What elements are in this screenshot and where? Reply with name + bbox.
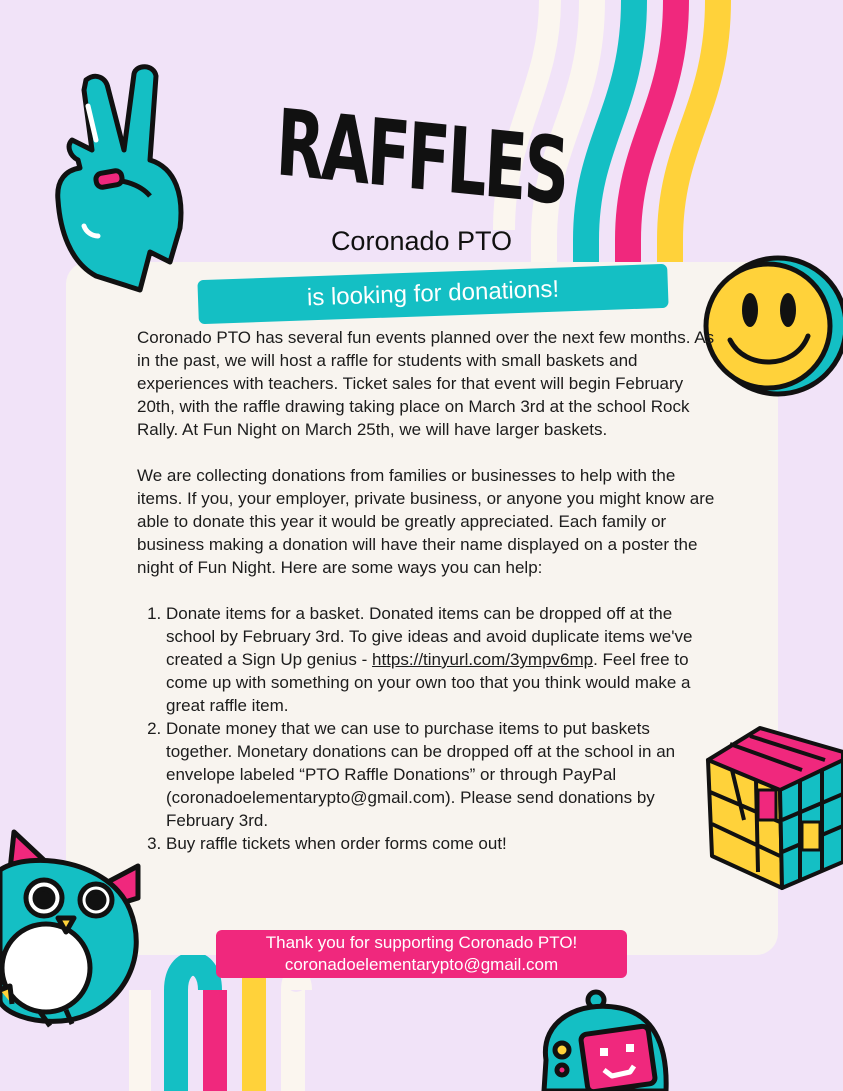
list-item: 2. Donate money that we can use to purchase items to put baskets together. Monetary donations can be dropped off at the school in an envelope labeled “PTO Raffle Donations” or through PayPal (coronadoelementarypto@gmail.com). Please send donations by February 3rd. <box>166 717 717 832</box>
donations-banner: is looking for donations! <box>197 264 668 324</box>
thank-you-text: Thank you for supporting Coronado PTO! <box>265 933 578 952</box>
item1-text-before: Donate items for a basket. Donated items can be dropped off at the school by February 3rd. To give ideas and avoid duplicate items we've created a Sign Up genius - <box>166 604 693 669</box>
thank-you-box <box>216 930 627 978</box>
page-title: RAFFLES <box>274 89 570 226</box>
signup-genius-link[interactable]: https://tinyurl.com/3ympv6mp <box>372 650 594 669</box>
organization-name: Coronado PTO <box>330 226 513 256</box>
ways-to-help-list <box>137 602 717 855</box>
intro-paragraph-2: We are collecting donations from families or businesses to help with the items. If you, your employer, private business, or anyone you might know are able to donate this year it would be greatly appreciated. Each family or business making a donation will have their name displayed on a poster the night of Fun Night. Here are some ways you can help: <box>137 466 715 577</box>
body-text <box>137 326 717 855</box>
contact-email: coronadoelementarypto@gmail.com <box>284 955 559 974</box>
item1-text-after: . Feel free to come up with something on your own too that you think would make a great raffle item. <box>166 650 691 715</box>
list-item: 3. Buy raffle tickets when order forms come out! <box>166 832 717 855</box>
list-item <box>166 602 717 717</box>
intro-paragraph-1: Coronado PTO has several fun events planned over the next few months. As in the past, we will host a raffle for students with small baskets and experiences with teachers. Ticket sales for that event will begin February 20th, with the raffle drawing taking place on March 3rd at the school Rock Rally. At Fun Night on March 25th, we will have larger baskets. <box>137 328 715 439</box>
